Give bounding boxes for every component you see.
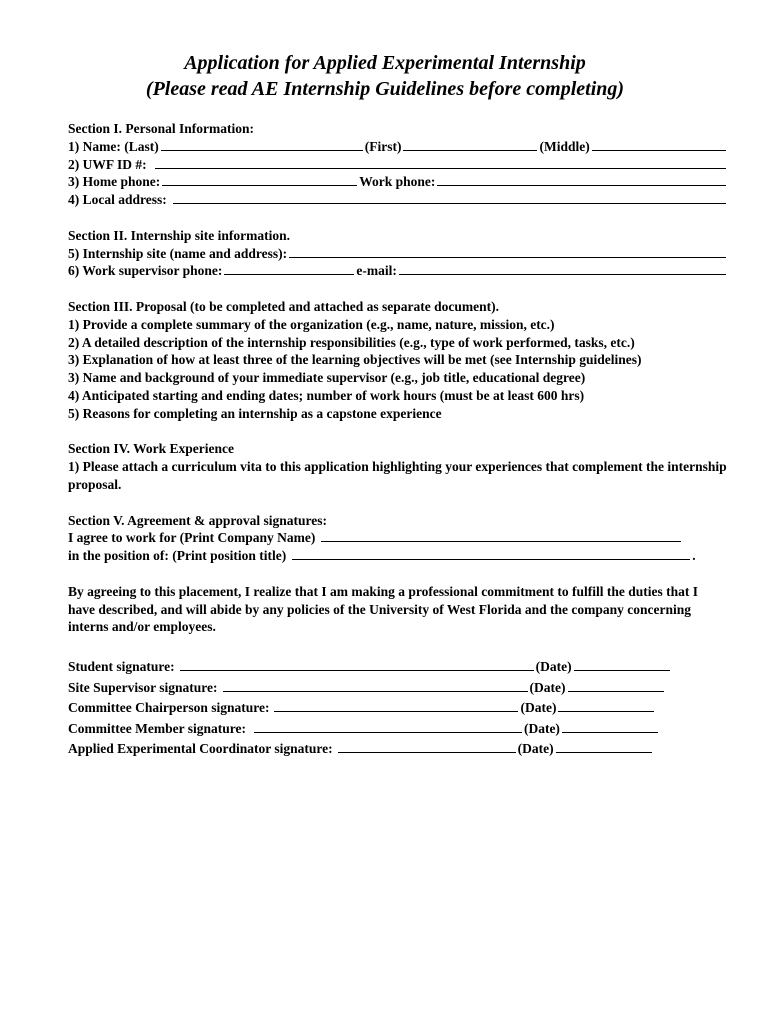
- proposal-item: 1) Provide a complete summary of the organization (e.g., name, nature, mission, etc.): [68, 316, 555, 332]
- section-1-heading: Section I. Personal Information:: [68, 121, 254, 136]
- name-middle-label: (Middle): [539, 138, 590, 154]
- local-address-label: 4) Local address:: [68, 192, 167, 208]
- work-phone-field[interactable]: [437, 173, 726, 186]
- student-signature-field[interactable]: [180, 658, 534, 671]
- internship-site-field[interactable]: [289, 245, 726, 258]
- coordinator-signature-label: Applied Experimental Coordinator signature:: [68, 741, 333, 757]
- form-body: [68, 120, 728, 760]
- middle-name-field[interactable]: [592, 138, 726, 151]
- site-supervisor-date-field[interactable]: [568, 679, 664, 692]
- committee-member-date-field[interactable]: [562, 720, 658, 733]
- position-title-field[interactable]: [292, 547, 690, 560]
- coordinator-signature-row: [68, 739, 728, 760]
- coordinator-signature-field[interactable]: [338, 740, 516, 753]
- company-row: [68, 529, 728, 547]
- email-label: e-mail:: [356, 263, 397, 279]
- chairperson-signature-field[interactable]: [274, 699, 518, 712]
- name-last-label: 1) Name: (Last): [68, 138, 159, 154]
- position-title-label: in the position of: (Print position title): [68, 548, 287, 564]
- committee-member-signature-label: Committee Member signature:: [68, 720, 246, 736]
- home-phone-field[interactable]: [162, 173, 357, 186]
- uwf-id-row: [68, 156, 728, 174]
- date-label: (Date): [535, 659, 572, 675]
- chairperson-date-field[interactable]: [558, 699, 654, 712]
- work-experience-text: 1) Please attach a curriculum vita to this application highlighting your experiences that complement the internship proposal.: [68, 459, 727, 492]
- internship-site-label: 5) Internship site (name and address):: [68, 245, 288, 261]
- company-name-label: I agree to work for (Print Company Name): [68, 530, 316, 546]
- company-name-field[interactable]: [321, 529, 681, 542]
- coordinator-date-field[interactable]: [556, 740, 652, 753]
- last-name-field[interactable]: [161, 138, 363, 151]
- uwf-id-field[interactable]: [155, 156, 726, 169]
- home-phone-label: 3) Home phone:: [68, 174, 161, 190]
- agreement-text: By agreeing to this placement, I realize that I am making a professional commitment to fulfill the duties that I have described, and will abide by any policies of the University of West Florida and the company concerning interns and/or employees.: [68, 583, 698, 635]
- site-supervisor-signature-row: [68, 678, 728, 699]
- date-label: (Date): [523, 720, 560, 736]
- address-row: [68, 191, 728, 209]
- title-line-2: (Please read AE Internship Guidelines before completing): [145, 78, 625, 100]
- proposal-item: 5) Reasons for completing an internship as a capstone experience: [68, 405, 442, 421]
- supervisor-contact-row: [68, 262, 728, 280]
- first-name-field[interactable]: [403, 138, 537, 151]
- position-row: [68, 547, 728, 565]
- proposal-item: 4) Anticipated starting and ending dates; number of work hours (must be at least 600 hrs): [68, 387, 585, 403]
- site-row: [68, 245, 728, 263]
- position-end-period: .: [692, 548, 696, 564]
- phone-row: [68, 173, 728, 191]
- committee-member-signature-field[interactable]: [254, 720, 522, 733]
- supervisor-phone-label: 6) Work supervisor phone:: [68, 263, 223, 279]
- name-first-label: (First): [364, 138, 402, 154]
- committee-member-signature-row: [68, 719, 728, 740]
- title-line-1: Application for Applied Experimental Internship: [184, 52, 586, 74]
- site-supervisor-signature-field[interactable]: [223, 679, 528, 692]
- form-title: [0, 50, 770, 102]
- date-label: (Date): [517, 741, 554, 757]
- chairperson-signature-label: Committee Chairperson signature:: [68, 700, 270, 716]
- student-signature-row: [68, 657, 728, 678]
- section-4-heading: Section IV. Work Experience: [68, 441, 235, 457]
- proposal-item: 3) Name and background of your immediate supervisor (e.g., job title, educational degree): [68, 370, 586, 386]
- section-3-heading: Section III. Proposal (to be completed and attached as separate document).: [68, 298, 499, 314]
- site-supervisor-signature-label: Site Supervisor signature:: [68, 679, 218, 695]
- email-field[interactable]: [399, 262, 726, 275]
- section-2-heading: Section II. Internship site information.: [68, 227, 291, 243]
- name-row: [68, 138, 728, 156]
- uwf-id-label: 2) UWF ID #:: [68, 156, 147, 172]
- student-date-field[interactable]: [574, 658, 670, 671]
- date-label: (Date): [529, 679, 566, 695]
- date-label: (Date): [520, 700, 557, 716]
- proposal-item: 3) Explanation of how at least three of the learning objectives will be met (see Internship guidelines): [68, 352, 642, 368]
- chairperson-signature-row: [68, 698, 728, 719]
- student-signature-label: Student signature:: [68, 659, 175, 675]
- work-phone-label: Work phone:: [359, 174, 436, 190]
- proposal-item: 2) A detailed description of the internship responsibilities (e.g., type of work performed, tasks, etc.): [68, 334, 635, 350]
- supervisor-phone-field[interactable]: [224, 262, 354, 275]
- section-5-heading: Section V. Agreement & approval signatures:: [68, 512, 328, 528]
- local-address-field[interactable]: [173, 191, 726, 204]
